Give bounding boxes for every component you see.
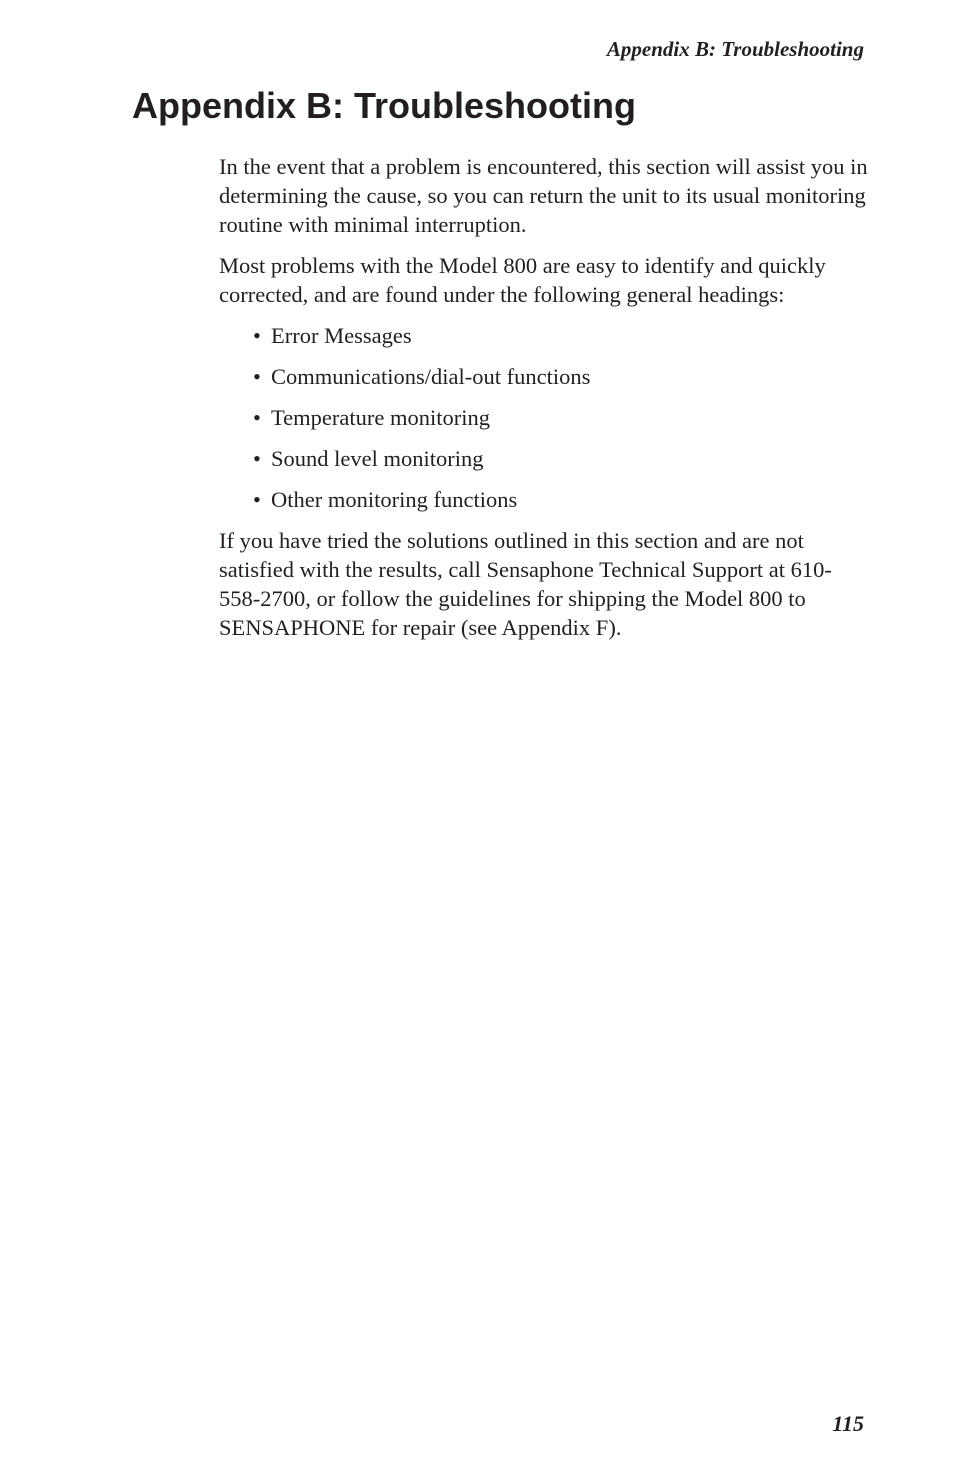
list-item [253, 321, 869, 350]
list-item-label: Communications/dial-out functions [271, 364, 591, 389]
bullet: • [253, 487, 261, 512]
bullet: • [253, 323, 261, 348]
list-item [253, 444, 869, 473]
running-header: Appendix B: Troubleshooting [606, 37, 864, 61]
list-item [253, 362, 869, 391]
headings-lead-paragraph: Most problems with the Model 800 are easy to identify and quickly corrected, and are found under the following general headings: [219, 253, 826, 307]
headings-list [219, 321, 869, 514]
page-title: Appendix B: Troubleshooting [132, 85, 636, 126]
bullet: • [253, 446, 261, 471]
list-item [253, 403, 869, 432]
list-item-label: Temperature monitoring [271, 405, 490, 430]
list-item-label: Other monitoring functions [271, 487, 518, 512]
bullet: • [253, 364, 261, 389]
intro-paragraph: In the event that a problem is encountered, this section will assist you in determining the cause, so you can return the unit to its usual monitoring routine with minimal interruption. [219, 154, 868, 237]
closing-paragraph: If you have tried the solutions outlined in this section and are not satisfied with the results, call Sensaphone Technical Support at 610-558-2700, or follow the guidelines for shipping the Model 800 to SENSAPHONE for repair (see Appendix F). [219, 528, 832, 640]
list-item [253, 485, 869, 514]
list-item-label: Sound level monitoring [271, 446, 484, 471]
bullet: • [253, 405, 261, 430]
page-number: 115 [832, 1411, 864, 1436]
body-text [219, 152, 869, 654]
list-item-label: Error Messages [271, 323, 412, 348]
